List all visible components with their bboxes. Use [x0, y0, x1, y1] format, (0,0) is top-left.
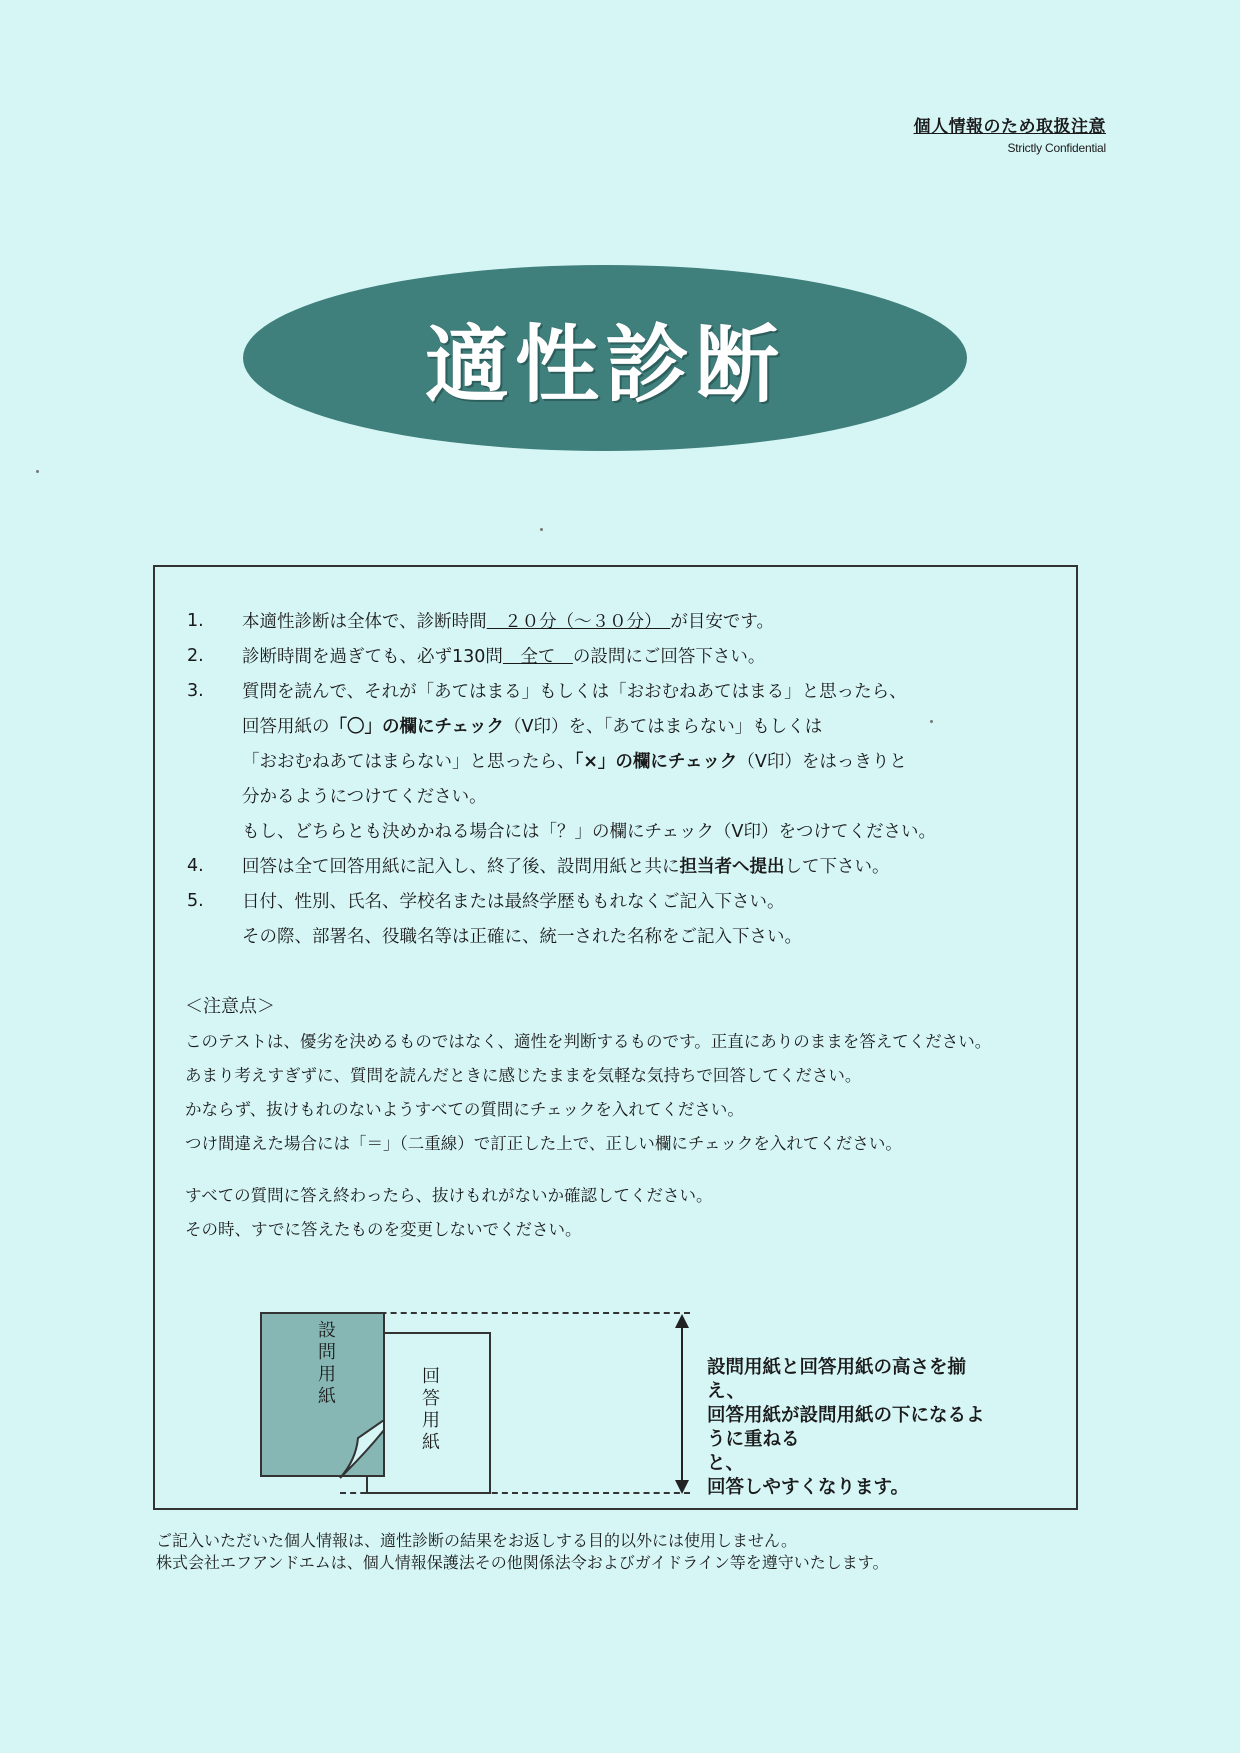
diagram-caption: [707, 1356, 990, 1500]
caption-line: と、: [707, 1453, 745, 1474]
scan-speck: [930, 720, 933, 723]
instruction-row: [187, 778, 1057, 813]
instruction-row: [187, 673, 1057, 708]
notes-section: [185, 992, 1065, 1250]
instruction-row: [187, 813, 1057, 848]
instruction-text-part: 本適性診断は全体で、診断時間: [242, 612, 487, 632]
confidential-notice: [914, 112, 1107, 155]
note-line: このテストは、優劣を決めるものではなく、適性を判断するものです。正直にありのままを答えてください。: [185, 1032, 992, 1051]
title-banner: [243, 265, 967, 451]
instruction-text-part: （V印）を、「あてはまらない」もしくは: [503, 717, 823, 737]
answer-sheet-label: 回答用紙: [419, 1366, 440, 1454]
question-sheet-label: 設問用紙: [315, 1320, 336, 1408]
instruction-text-part: 質問を読んで、それが「あてはまる」もしくは「おおむねあてはまる」と思ったら、: [242, 682, 907, 702]
instruction-text-part: 「×」の欄にチェック: [574, 752, 738, 772]
caption-line: 回答用紙が設問用紙の下になるように重ねる: [707, 1405, 985, 1450]
note-line: その時、すでに答えたものを変更しないでください。: [185, 1220, 582, 1239]
instruction-row: [187, 708, 1057, 743]
instruction-number: 1.: [187, 610, 204, 631]
instruction-text-part: 担当者へ提出: [679, 857, 785, 877]
confidential-en: Strictly Confidential: [1007, 141, 1106, 155]
instruction-text-part: 分かるようにつけてください。: [242, 787, 487, 807]
instruction-text-part: もし、どちらとも決めかねる場合には「？」の欄にチェック（V印）をつけてください。: [242, 822, 936, 842]
instruction-row: [187, 603, 1057, 638]
instruction-number: 2.: [187, 645, 204, 666]
instruction-text-part: して下さい。: [784, 857, 890, 877]
instruction-text: [242, 783, 487, 808]
instruction-text-part: ２０分（～３０分）: [486, 612, 671, 632]
notes-heading: ＜注意点＞: [185, 996, 275, 1017]
instruction-row: [187, 743, 1057, 778]
instruction-text-part: その際、部署名、役職名等は正確に、統一された名称をご記入下さい。: [242, 927, 802, 947]
scan-speck: [540, 528, 543, 531]
note-line: かならず、抜けもれのないようすべての質問にチェックを入れてください。: [185, 1100, 744, 1119]
instruction-text: [242, 608, 774, 633]
instruction-text: [242, 818, 936, 843]
instruction-row: [187, 918, 1057, 953]
privacy-footer: [156, 1530, 888, 1574]
caption-line: 回答しやすくなります。: [707, 1477, 910, 1498]
instruction-row: [187, 848, 1057, 883]
instruction-list: [187, 603, 1057, 953]
confidential-jp: 個人情報のため取扱注意: [913, 117, 1106, 137]
instruction-text-part: 回答は全て回答用紙に記入し、終了後、設問用紙と共に: [242, 857, 680, 877]
footer-line: ご記入いただいた個人情報は、適性診断の結果をお返しする目的以外には使用しません。: [156, 1531, 797, 1550]
instruction-text-part: 診断時間を過ぎても、必ず130問: [242, 647, 503, 667]
instruction-number: 4.: [187, 855, 204, 876]
instruction-text-part: 「〇」の欄にチェック: [329, 717, 504, 737]
instruction-text: [242, 643, 765, 668]
instruction-text: [242, 853, 890, 878]
instruction-number: 3.: [187, 680, 204, 701]
footer-line: 株式会社エフアンドエムは、個人情報保護法その他関係法令およびガイドライン等を遵守いたします。: [156, 1553, 889, 1572]
instruction-text: [242, 678, 907, 703]
instruction-text: [242, 923, 802, 948]
caption-line: 設問用紙と回答用紙の高さを揃え、: [707, 1357, 967, 1402]
instruction-text: [242, 713, 822, 738]
instruction-text-part: 全て: [502, 647, 573, 667]
instruction-text-part: 回答用紙の: [242, 717, 330, 737]
sheet-alignment-diagram: [260, 1312, 990, 1497]
instruction-row: [187, 883, 1057, 918]
instruction-text-part: 「おおむねあてはまらない」と思ったら、: [242, 752, 575, 772]
top-dashed-line: [340, 1312, 690, 1314]
instruction-text: [242, 748, 907, 773]
instruction-text-part: 日付、性別、氏名、学校名または最終学歴ももれなくご記入下さい。: [242, 892, 785, 912]
scan-speck: [36, 470, 39, 473]
page-curl-icon: [338, 1420, 388, 1480]
note-line: すべての質問に答え終わったら、抜けもれがないか確認してください。: [185, 1186, 713, 1205]
instruction-text: [242, 888, 785, 913]
page-title: 適性診断: [424, 315, 785, 414]
height-arrow-icon: [670, 1314, 694, 1494]
note-line: あまり考えすぎずに、質問を読んだときに感じたままを気軽な気持ちで回答してください。: [185, 1066, 862, 1085]
note-line: つけ間違えた場合には「＝」（二重線）で訂正した上で、正しい欄にチェックを入れてください。: [185, 1134, 902, 1153]
instructions-box: [153, 565, 1078, 1510]
instruction-number: 5.: [187, 890, 204, 911]
instruction-row: [187, 638, 1057, 673]
instruction-text-part: の設問にご回答下さい。: [572, 647, 766, 667]
instruction-text-part: （V印）をはっきりと: [737, 752, 907, 772]
instruction-text-part: が目安です。: [670, 612, 775, 632]
